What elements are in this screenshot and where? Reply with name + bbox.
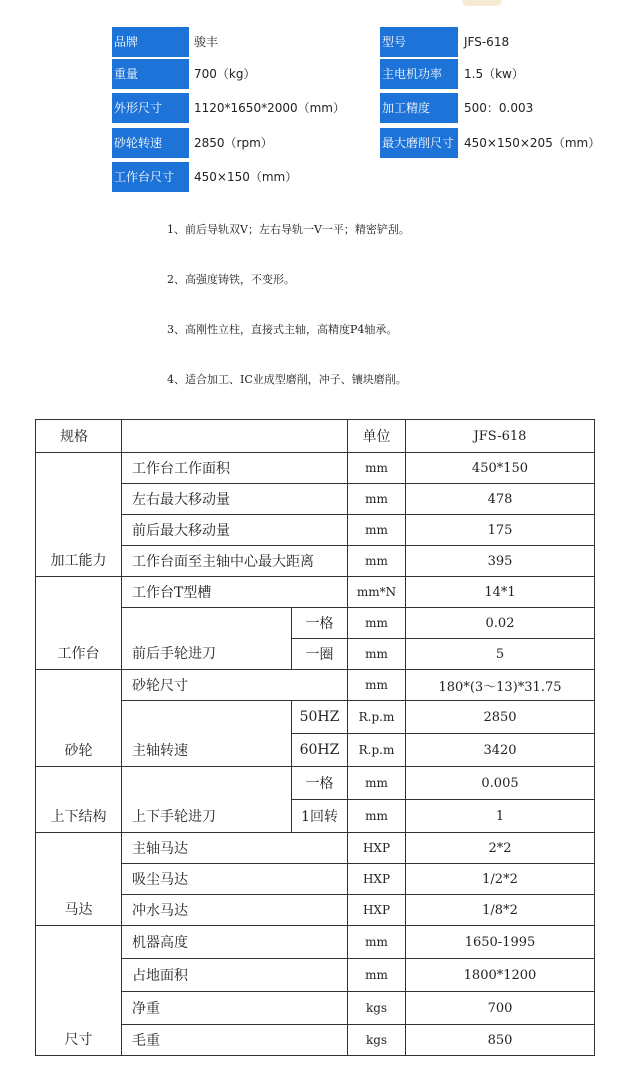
item-label: 机器高度 [122,926,348,959]
item-label: 主轴转速 [122,701,292,767]
item-label: 工作台工作面积 [122,453,348,484]
value-cell: 1/2*2 [406,864,595,895]
table-header-row [36,420,595,453]
category-updown: 上下结构 [36,767,122,833]
header-blank [122,420,348,453]
item-label: 左右最大移动量 [122,484,348,515]
category-size: 尺寸 [36,926,122,1056]
feature-item-1: 1、前后导轨双V；左右导轨一V一平；精密铲刮。 [167,223,410,236]
unit-cell: HXP [348,864,406,895]
unit-cell: mm*N [348,577,406,608]
spec-label-speed: 砂轮转速 [112,128,189,158]
spec-value-brand: 骏丰 [194,35,219,49]
spec-value-weight: 700（kg） [194,67,256,81]
spec-label-model: 型号 [380,27,458,57]
item-label: 前后手轮进刀 [122,608,292,670]
table-row [36,767,595,800]
value-cell: 700 [406,992,595,1025]
unit-cell: mm [348,546,406,577]
category-processing: 加工能力 [36,453,122,577]
header-spec: 规格 [36,420,122,453]
table-row [36,926,595,959]
item-label: 冲水马达 [122,895,348,926]
value-cell: 3420 [406,734,595,767]
value-cell: 1800*1200 [406,959,595,992]
unit-cell: mm [348,515,406,546]
spec-value-motor: 1.5（kw） [464,67,524,81]
spec-label-brand: 品牌 [112,27,189,57]
spec-label-precision: 加工精度 [380,93,458,123]
spec-value-model: JFS-618 [464,35,510,49]
spec-value-dims: 1120*1650*2000（mm） [194,101,345,115]
unit-cell: mm [348,670,406,701]
value-cell: 2850 [406,701,595,734]
value-cell: 180*(3～13)*31.75 [406,670,595,701]
table-row [36,833,595,864]
parameter-table [35,419,595,1056]
table-row [36,453,595,484]
value-cell: 0.02 [406,608,595,639]
unit-cell: mm [348,639,406,670]
table-row [36,577,595,608]
unit-cell: mm [348,453,406,484]
decorative-shape [462,0,502,6]
unit-cell: mm [348,608,406,639]
unit-cell: kgs [348,1025,406,1056]
category-wheel: 砂轮 [36,670,122,767]
value-cell: 395 [406,546,595,577]
spec-label-weight: 重量 [112,59,189,89]
value-cell: 0.005 [406,767,595,800]
feature-item-2: 2、高强度铸铁，不变形。 [167,273,295,286]
unit-cell: mm [348,800,406,833]
item-label: 上下手轮进刀 [122,767,292,833]
item-label: 主轴马达 [122,833,348,864]
unit-cell: R.p.m [348,701,406,734]
sub-label: 一圈 [292,639,348,670]
value-cell: 850 [406,1025,595,1056]
spec-value-speed: 2850（rpm） [194,136,273,150]
spec-label-motor: 主电机功率 [380,59,458,89]
value-cell: 175 [406,515,595,546]
unit-cell: mm [348,959,406,992]
category-table: 工作台 [36,577,122,670]
spec-label-table: 工作台尺寸 [112,162,189,192]
unit-cell: mm [348,926,406,959]
item-label: 工作台T型槽 [122,577,348,608]
feature-item-3: 3、高刚性立柱，直接式主轴，高精度P4轴承。 [167,323,398,336]
spec-label-grind: 最大磨削尺寸 [380,128,458,158]
unit-cell: HXP [348,895,406,926]
table-row [36,670,595,701]
sub-label: 一格 [292,767,348,800]
unit-cell: mm [348,484,406,515]
spec-value-grind: 450×150×205（mm） [464,136,601,150]
value-cell: 478 [406,484,595,515]
item-label: 工作台面至主轴中心最大距离 [122,546,348,577]
feature-item-4: 4、适合加工、IC业成型磨削，冲子、镶块磨削。 [167,373,407,386]
unit-cell: kgs [348,992,406,1025]
unit-cell: R.p.m [348,734,406,767]
spec-label-dims: 外形尺寸 [112,93,189,123]
value-cell: 1 [406,800,595,833]
unit-cell: mm [348,767,406,800]
value-cell: 1/8*2 [406,895,595,926]
item-label: 砂轮尺寸 [122,670,348,701]
value-cell: 14*1 [406,577,595,608]
item-label: 占地面积 [122,959,348,992]
sub-label: 一格 [292,608,348,639]
spec-value-precision: 500：0.003 [464,101,534,115]
sub-label: 50HZ [292,701,348,734]
unit-cell: HXP [348,833,406,864]
value-cell: 1650-1995 [406,926,595,959]
category-motor: 马达 [36,833,122,926]
item-label: 前后最大移动量 [122,515,348,546]
value-cell: 5 [406,639,595,670]
value-cell: 2*2 [406,833,595,864]
header-unit: 单位 [348,420,406,453]
value-cell: 450*150 [406,453,595,484]
item-label: 吸尘马达 [122,864,348,895]
sub-label: 1回转 [292,800,348,833]
item-label: 毛重 [122,1025,348,1056]
spec-value-table: 450×150（mm） [194,170,298,184]
header-model: JFS-618 [406,420,595,453]
item-label: 净重 [122,992,348,1025]
sub-label: 60HZ [292,734,348,767]
